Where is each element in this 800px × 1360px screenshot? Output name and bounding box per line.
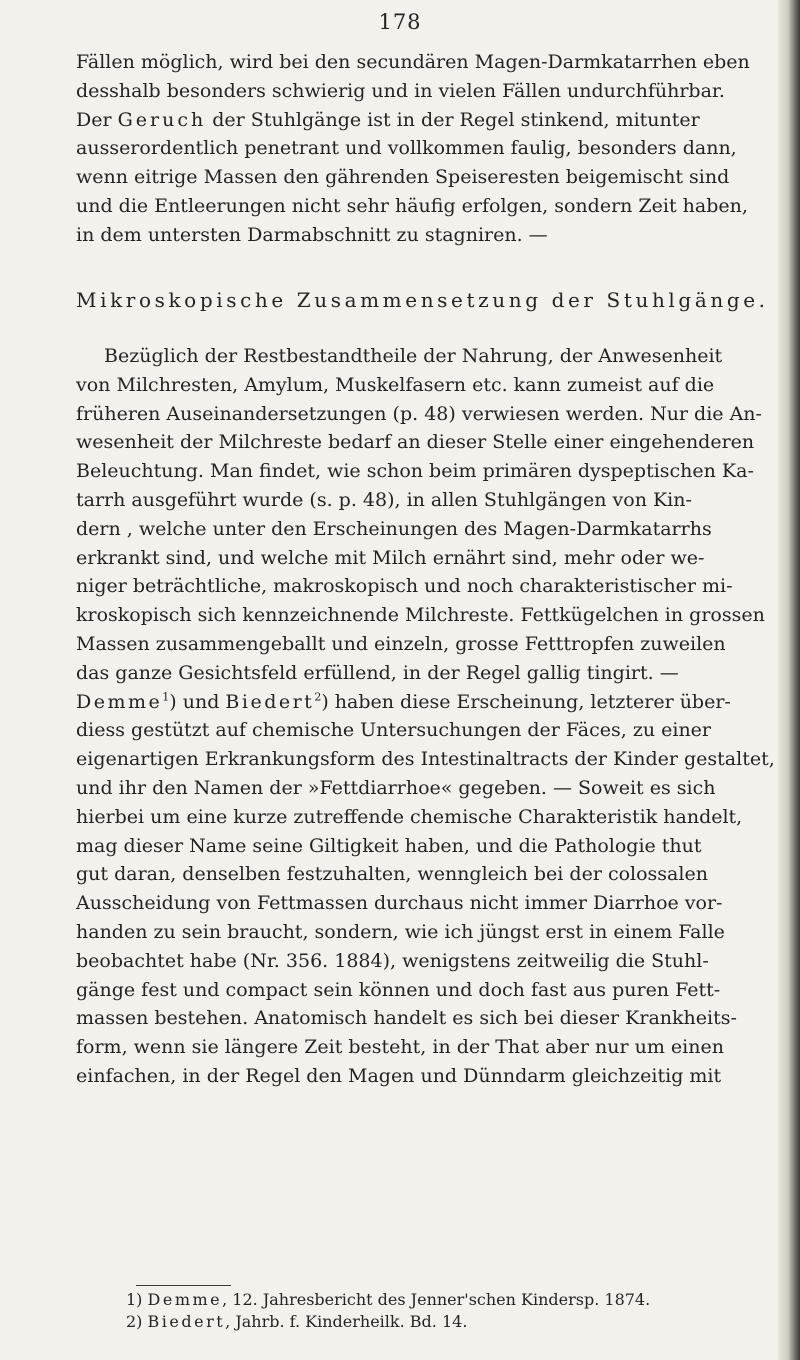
text-segment: tarrh ausgeführt wurde (s. p. 48), in allen Stuhlgängen von Kin- — [76, 488, 692, 511]
text-segment: 1) — [126, 1290, 148, 1309]
text-segment: , Jahrb. f. Kinderheilk. Bd. 14. — [225, 1312, 468, 1331]
footnote-line — [126, 1289, 726, 1311]
text-line — [76, 134, 756, 163]
text-line — [76, 1062, 756, 1091]
text-segment: gut daran, denselben festzuhalten, wenngleich bei der colossalen — [76, 863, 708, 886]
text-line — [76, 342, 756, 371]
text-line — [76, 860, 756, 889]
text-line — [76, 371, 756, 400]
main-paragraph — [76, 342, 775, 1091]
text-segment: eigenartigen Erkrankungsform des Intestinaltracts der Kinder gestaltet, — [76, 748, 775, 771]
text-segment: Beleuchtung. Man findet, wie schon beim primären dyspeptischen Ka- — [76, 460, 754, 483]
text-segment: einfachen, in der Regel den Magen und Dünndarm gleichzeitig mit — [76, 1064, 722, 1087]
author-name: Biedert — [147, 1312, 226, 1331]
text-segment: massen bestehen. Anatomisch handelt es sich bei dieser Krankheits- — [76, 1007, 737, 1030]
text-segment: , 12. Jahresbericht des Jenner'schen Kindersp. 1874. — [222, 1290, 651, 1309]
text-line — [76, 572, 756, 601]
section-heading: Mikroskopische Zusammensetzung der Stuhlgänge. — [76, 288, 769, 312]
text-line — [76, 77, 756, 106]
text-segment: 2) — [126, 1312, 148, 1331]
author-name: Demme — [147, 1290, 223, 1309]
footnote-line — [126, 1311, 726, 1333]
text-segment: wesenheit der Milchreste bedarf an dieser Stelle einer eingehenderen — [76, 431, 755, 454]
text-line — [76, 716, 756, 745]
text-line — [76, 192, 756, 221]
text-segment: von Milchresten, Amylum, Muskelfasern etc. kann zumeist auf die — [76, 373, 715, 396]
text-segment: handen zu sein braucht, sondern, wie ich jüngst erst in einem Falle — [76, 920, 725, 943]
text-segment: form, wenn sie längere Zeit besteht, in der That aber nur um einen — [76, 1036, 724, 1059]
text-line — [76, 1033, 756, 1062]
text-line — [76, 48, 756, 77]
footnote-rule — [136, 1285, 231, 1286]
text-line — [76, 544, 756, 573]
text-line — [76, 832, 756, 861]
text-segment: desshalb besonders schwierig und in vielen Fällen undurchführbar. — [76, 79, 725, 102]
page-edge-shadow — [778, 0, 800, 1360]
text-line — [76, 400, 762, 429]
text-segment: kroskopisch sich kennzeichnende Milchreste. Fettkügelchen in grossen — [76, 604, 765, 627]
text-segment: erkrankt sind, und welche mit Milch ernährt sind, mehr oder we- — [76, 546, 705, 569]
text-segment: mag dieser Name seine Giltigkeit haben, und die Pathologie thut — [76, 834, 702, 857]
text-segment: Massen zusammengeballt und einzeln, grosse Fetttropfen zuweilen — [76, 632, 726, 655]
footnotes — [126, 1289, 726, 1333]
text-segment: gänge fest und compact sein können und doch fast aus puren Fett- — [76, 978, 721, 1001]
text-line — [76, 947, 756, 976]
footnote-marker: 2 — [314, 690, 322, 704]
text-line — [76, 630, 756, 659]
text-segment: und ihr den Namen der »Fettdiarrhoe« gegeben. — Soweit es sich — [76, 776, 716, 799]
text-line — [76, 428, 756, 457]
author-name: Biedert — [225, 690, 315, 713]
text-segment: früheren Auseinandersetzungen (p. 48) verwiesen werden. Nur die An- — [76, 402, 762, 425]
text-segment: Der — [76, 108, 118, 131]
text-segment: ausserordentlich penetrant und vollkommen faulig, besonders dann, — [76, 137, 737, 160]
text-line — [76, 774, 756, 803]
text-segment: ) und — [169, 690, 226, 713]
text-segment: niger beträchtliche, makroskopisch und noch charakteristischer mi- — [76, 575, 733, 598]
text-line — [76, 976, 756, 1005]
footnote-marker: 1 — [162, 690, 170, 704]
text-segment: diess gestützt auf chemische Untersuchungen der Fäces, zu einer — [76, 719, 712, 742]
text-segment: Fällen möglich, wird bei den secundären Magen-Darmkatarrhen eben — [76, 51, 750, 73]
text-line — [76, 659, 756, 688]
text-line — [76, 918, 756, 947]
page-number: 178 — [378, 10, 422, 34]
top-paragraph — [76, 48, 756, 250]
text-line — [76, 601, 765, 630]
text-segment: und die Entleerungen nicht sehr häufig erfolgen, sondern Zeit haben, — [76, 194, 748, 217]
text-segment: Bezüglich der Restbestandtheile der Nahrung, der Anwesenheit — [104, 345, 723, 367]
text-segment: Ausscheidung von Fettmassen durchaus nicht immer Diarrhoe vor- — [76, 892, 723, 915]
text-segment: beobachtet habe (Nr. 356. 1884), wenigstens zeitweilig die Stuhl- — [76, 949, 709, 972]
text-line — [76, 221, 756, 250]
text-line — [76, 889, 756, 918]
text-segment: in dem untersten Darmabschnitt zu stagniren. — — [76, 223, 548, 246]
text-segment: hierbei um eine kurze zutreffende chemische Charakteristik handelt, — [76, 805, 743, 828]
author-name: Demme — [76, 690, 163, 713]
text-line — [76, 515, 756, 544]
text-segment: dern , welche unter den Erscheinungen des Magen-Darmkatarrhs — [76, 517, 712, 540]
text-line — [76, 106, 756, 135]
text-line — [76, 803, 756, 832]
text-line — [76, 1004, 756, 1033]
text-line — [76, 745, 775, 774]
text-line — [76, 163, 756, 192]
text-segment: wenn eitrige Massen den gährenden Speiseresten beigemischt sind — [76, 166, 730, 189]
text-line — [76, 457, 756, 486]
text-line — [76, 486, 756, 515]
text-segment: der Stuhlgänge ist in der Regel stinkend, mitunter — [206, 108, 700, 131]
text-line — [76, 688, 756, 717]
text-segment: das ganze Gesichtsfeld erfüllend, in der Regel gallig tingirt. — — [76, 661, 679, 684]
emphasized-term: Geruch — [117, 108, 207, 131]
text-segment: ) haben diese Erscheinung, letzterer über- — [321, 690, 731, 713]
